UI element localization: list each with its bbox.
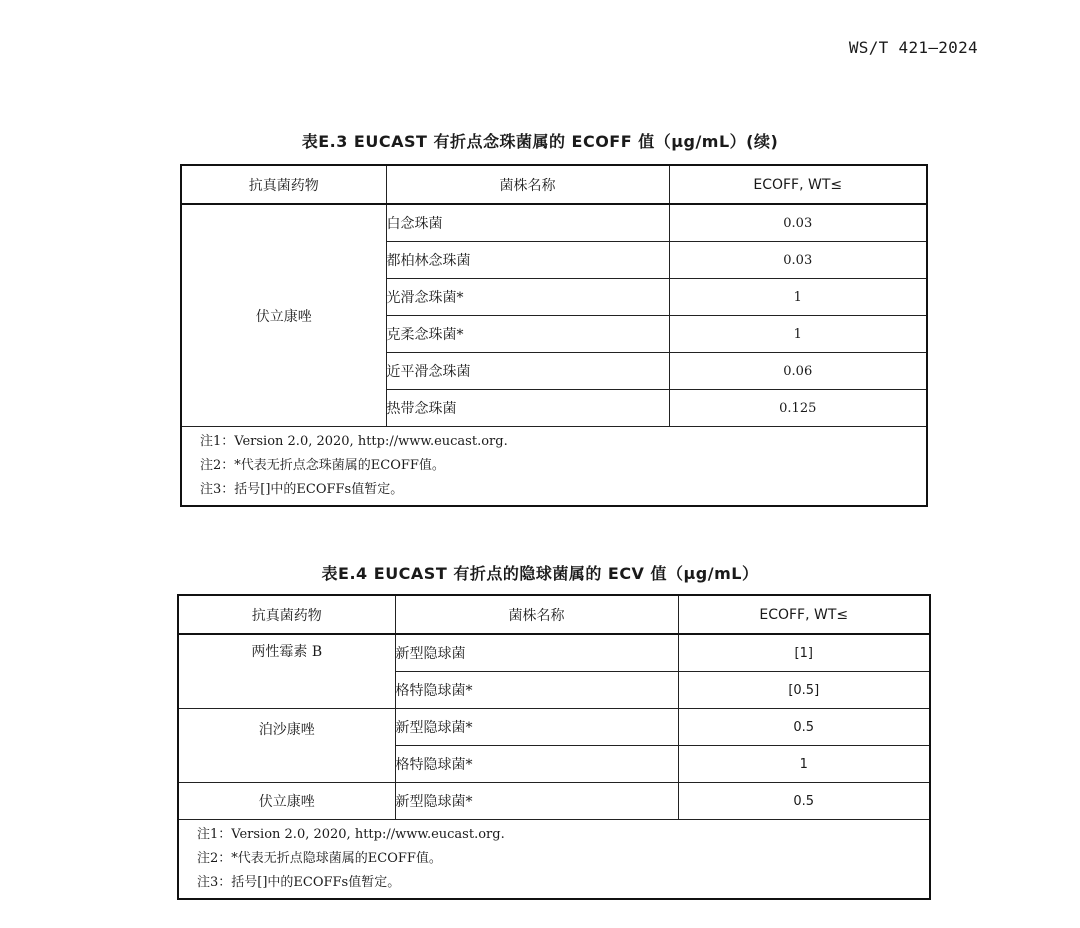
strain-cell: 新型隐球菌* (395, 709, 678, 746)
header-ecoff: ECOFF, WT≤ (669, 165, 927, 204)
table-notes (181, 427, 927, 507)
ecoff-value-cell: 0.5 (678, 709, 930, 746)
note-1: 注1：Version 2.0, 2020, http://www.eucast.org. (197, 827, 505, 842)
strain-cell: 格特隐球菌* (395, 672, 678, 709)
strain-cell: 新型隐球菌* (395, 783, 678, 820)
table-row (178, 783, 930, 820)
table-notes-row (181, 427, 927, 507)
note-3: 注3：括号[]中的ECOFFs值暂定。 (197, 875, 401, 890)
strain-cell: 光滑念珠菌* (386, 279, 669, 316)
ecoff-value-cell: 0.06 (669, 353, 927, 390)
note-1: 注1：Version 2.0, 2020, http://www.eucast.org. (200, 434, 508, 449)
ecoff-value-cell: [0.5] (678, 672, 930, 709)
note-2: 注2：*代表无折点隐球菌属的ECOFF值。 (197, 851, 442, 866)
header-strain: 菌株名称 (386, 165, 669, 204)
ecoff-value-cell: 0.03 (669, 242, 927, 279)
header-strain: 菌株名称 (395, 595, 678, 634)
strain-cell: 新型隐球菌 (395, 634, 678, 672)
table-row (178, 634, 930, 672)
drug-cell: 伏立康唑 (181, 204, 386, 427)
ecoff-value-cell: 0.5 (678, 783, 930, 820)
table-notes-row (178, 820, 930, 900)
drug-cell: 两性霉素 B (178, 634, 395, 709)
strain-cell: 克柔念珠菌* (386, 316, 669, 353)
table-notes (178, 820, 930, 900)
drug-cell: 泊沙康唑 (178, 709, 395, 783)
header-ecoff: ECOFF, WT≤ (678, 595, 930, 634)
drug-cell: 伏立康唑 (178, 783, 395, 820)
note-3: 注3：括号[]中的ECOFFs值暂定。 (200, 482, 404, 497)
ecoff-value-cell: 1 (669, 279, 927, 316)
ecoff-value-cell: 1 (669, 316, 927, 353)
table-e4-title: 表E.4 EUCAST 有折点的隐球菌属的 ECV 值（μg/mL） (321, 564, 759, 583)
table-e4 (177, 594, 931, 900)
strain-cell: 热带念珠菌 (386, 390, 669, 427)
table-e3 (180, 164, 928, 507)
note-2: 注2：*代表无折点念珠菌属的ECOFF值。 (200, 458, 445, 473)
ecoff-value-cell: 0.03 (669, 204, 927, 242)
header-drug: 抗真菌药物 (178, 595, 395, 634)
ecoff-value-cell: [1] (678, 634, 930, 672)
strain-cell: 近平滑念珠菌 (386, 353, 669, 390)
table-header-row (181, 165, 927, 204)
document-code: WS/T 421—2024 (848, 38, 978, 57)
strain-cell: 格特隐球菌* (395, 746, 678, 783)
header-drug: 抗真菌药物 (181, 165, 386, 204)
ecoff-value-cell: 0.125 (669, 390, 927, 427)
table-e3-title: 表E.3 EUCAST 有折点念珠菌属的 ECOFF 值（μg/mL）(续) (301, 132, 779, 151)
ecoff-value-cell: 1 (678, 746, 930, 783)
table-row (178, 709, 930, 746)
table-header-row (178, 595, 930, 634)
strain-cell: 都柏林念珠菌 (386, 242, 669, 279)
table-row (181, 204, 927, 242)
strain-cell: 白念珠菌 (386, 204, 669, 242)
